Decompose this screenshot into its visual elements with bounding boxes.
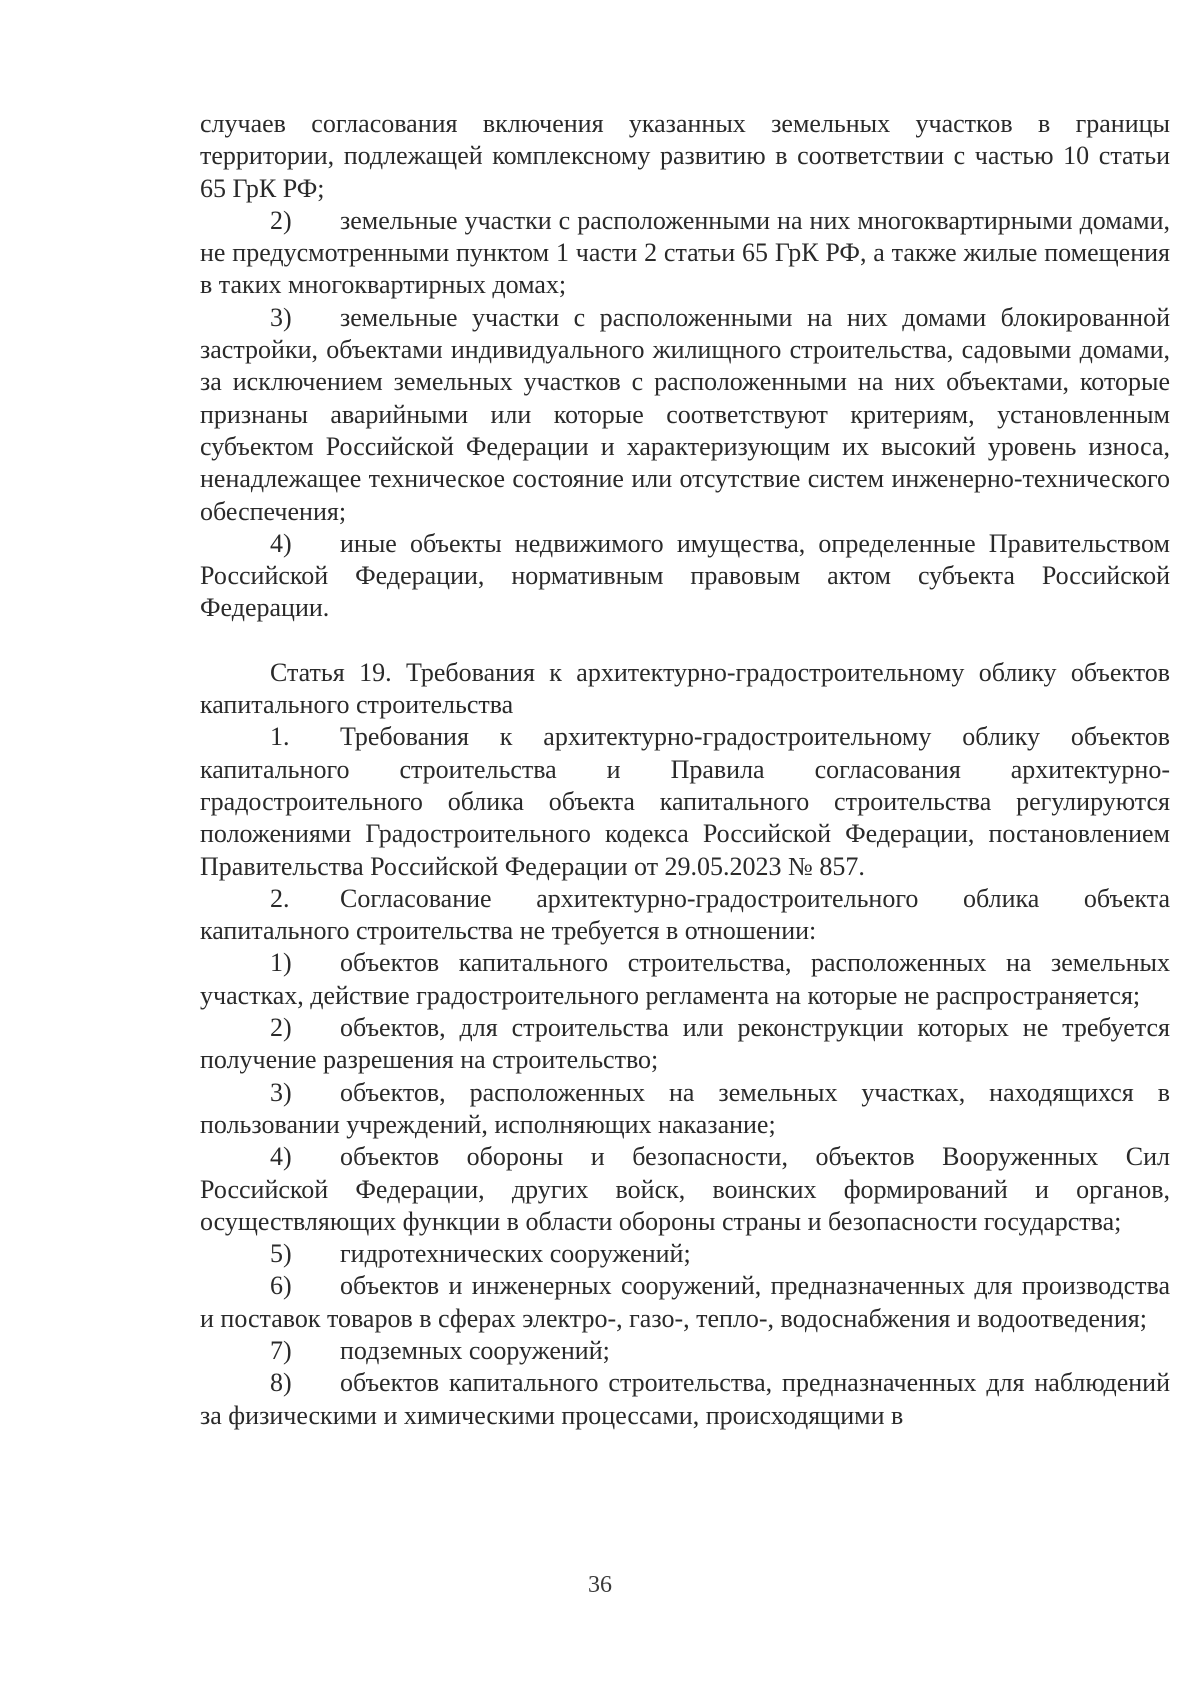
list-a-item-3 <box>200 302 1170 528</box>
list-b-item-4 <box>200 1141 1170 1238</box>
list-a-item-4-text: иные объекты недвижимого имущества, определенные Правительством Российской Федерации, нормативным правовым актом субъекта Российской Федерации. <box>200 528 1170 623</box>
section-gap <box>200 625 1170 657</box>
list-a-item-3-text: земельные участки с расположенными на них домами блокированной застройки, объектами индивидуального жилищного строительства, садовыми домами, за исключением земельных участков с расположенными на них объектами, которые признаны аварийными или которые соответствуют критериям, установленным субъектом Российской Федерации и характеризующим их высокий уровень износа, ненадлежащее техническое состояние или отсутствие систем инженерно-технического обеспечения; <box>200 302 1170 526</box>
list-b-item-3-number: 3) <box>270 1077 292 1107</box>
list-a-item-2-text: земельные участки с расположенными на них многоквартирными домами, не предусмотренными пунктом 1 части 2 статьи 65 ГрК РФ, а также жилые помещения в таких многоквартирных домах; <box>200 205 1170 300</box>
list-b-item-6-text: объектов и инженерных сооружений, предназначенных для производства и поставок товаров в сферах электро-, газо-, тепло-, водоснабжения и водоотведения; <box>200 1271 1170 1333</box>
article-heading: Статья 19. Требования к архитектурно-градостроительному облику объектов капитального строительства <box>200 657 1170 720</box>
list-b-item-2-number: 2) <box>270 1013 292 1043</box>
continuation-paragraph: случаев согласования включения указанных земельных участков в границы территории, подлежащей комплексному развитию в соответствии с частью 10 статьи 65 ГрК РФ; <box>200 109 1170 203</box>
list-b-item-7-text: подземных сооружений; <box>340 1335 610 1365</box>
article-point-1-text: Требования к архитектурно-градостроительному облику объектов капитального строительства и Правила согласования архитектурно-градостроительного облика объекта капитального строительства регулируются положениями Градостроительного кодекса Российской Федерации, постановлением Правительства Российской Федерации от 29.05.2023 № 857. <box>200 722 1170 881</box>
list-b-item-8-number: 8) <box>270 1368 292 1398</box>
list-b-item-3 <box>200 1077 1170 1142</box>
article-point-1 <box>200 721 1170 882</box>
list-b-item-2 <box>200 1012 1170 1077</box>
list-a-item-2 <box>200 205 1170 302</box>
list-a-item-3-number: 3) <box>270 302 292 332</box>
list-a-item-4 <box>200 528 1170 625</box>
page-number: 36 <box>588 1572 612 1598</box>
list-b-item-5-number: 5) <box>270 1239 292 1269</box>
list-a-item-4-number: 4) <box>270 528 292 558</box>
body-text <box>200 108 1170 1432</box>
article-point-2 <box>200 883 1170 948</box>
list-b-item-6-number: 6) <box>270 1271 292 1301</box>
list-b-item-8-text: объектов капитального строительства, предназначенных для наблюдений за физическими и химическими процессами, происходящими в <box>200 1368 1170 1430</box>
list-b-item-1 <box>200 947 1170 1012</box>
list-b-item-1-number: 1) <box>270 948 292 978</box>
article-point-1-number: 1. <box>270 722 290 752</box>
list-b-item-7 <box>200 1335 1170 1367</box>
list-b-item-2-text: объектов, для строительства или реконструкции которых не требуется получение разрешения на строительство; <box>200 1013 1170 1075</box>
list-b-item-4-text: объектов обороны и безопасности, объектов Вооруженных Сил Российской Федерации, других войск, воинских формирований и органов, осуществляющих функции в области обороны страны и безопасности государства; <box>200 1142 1170 1236</box>
list-b-item-3-text: объектов, расположенных на земельных участках, находящихся в пользовании учреждений, исполняющих наказание; <box>200 1077 1170 1139</box>
article-point-2-number: 2. <box>270 883 290 913</box>
article-point-2-text: Согласование архитектурно-градостроительного облика объекта капитального строительства не требуется в отношении: <box>200 883 1170 946</box>
list-b-item-4-number: 4) <box>270 1142 292 1172</box>
list-b-item-5 <box>200 1238 1170 1270</box>
list-b-item-1-text: объектов капитального строительства, расположенных на земельных участках, действие градостроительного регламента на которые не распространяется; <box>200 948 1170 1010</box>
list-b-item-5-text: гидротехнических сооружений; <box>340 1239 691 1269</box>
list-b-item-8 <box>200 1367 1170 1432</box>
list-b-item-6 <box>200 1270 1170 1335</box>
list-b-item-7-number: 7) <box>270 1335 292 1365</box>
list-a-item-2-number: 2) <box>270 205 292 235</box>
